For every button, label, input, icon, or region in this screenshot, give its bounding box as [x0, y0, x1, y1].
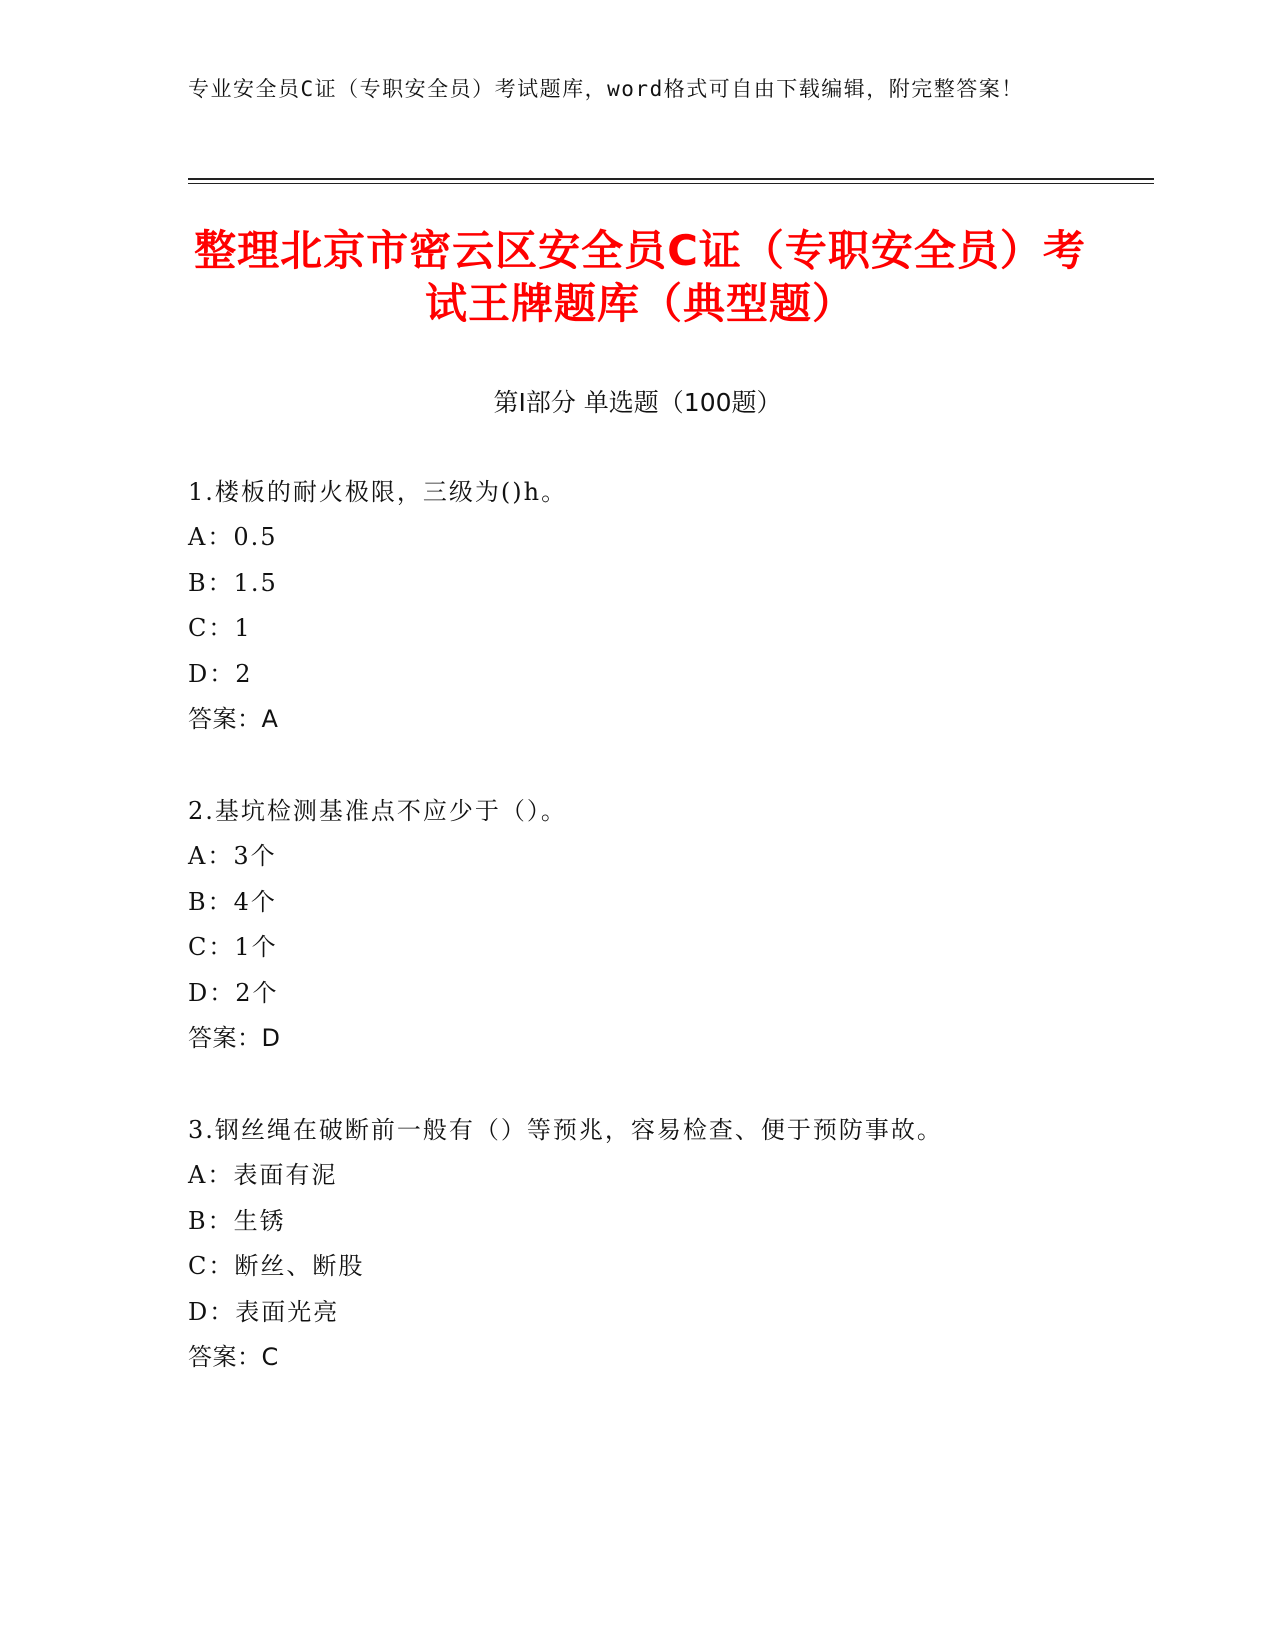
- question-3: [188, 1108, 1088, 1380]
- question-stem: 2.基坑检测基准点不应少于（）。: [188, 797, 567, 825]
- answer: 答案：A: [188, 704, 279, 733]
- question-2: [188, 789, 1088, 1061]
- header-rule-thick: [188, 178, 1154, 180]
- option-a: A：3个: [188, 842, 277, 871]
- option-c: C：1: [188, 614, 252, 643]
- option-d: D：表面光亮: [188, 1297, 340, 1326]
- option-b: B：生锈: [188, 1206, 286, 1235]
- option-c: C：断丝、断股: [188, 1252, 365, 1281]
- question-1: [188, 470, 1088, 742]
- option-a: A：0.5: [188, 523, 278, 552]
- option-d: D：2: [188, 659, 253, 688]
- header-rule-thin: [188, 183, 1154, 184]
- option-b: B：4个: [188, 887, 277, 916]
- option-b: B：1.5: [188, 568, 278, 597]
- answer: 答案：D: [188, 1023, 281, 1052]
- question-stem: 3.钢丝绳在破断前一般有（）等预兆，容易检查、便于预防事故。: [188, 1116, 943, 1144]
- question-stem: 1.楼板的耐火极限，三级为()h。: [188, 478, 568, 506]
- header-note: 专业安全员C证（专职安全员）考试题库，word格式可自由下载编辑，附完整答案！: [188, 77, 1024, 101]
- document-title: 整理北京市密云区安全员C证（专职安全员）考试王牌题库（典型题）: [194, 226, 1086, 328]
- option-d: D：2个: [188, 978, 279, 1007]
- option-c: C：1个: [188, 933, 278, 962]
- option-a: A：表面有泥: [188, 1161, 338, 1190]
- answer: 答案：C: [188, 1342, 279, 1371]
- section-title: 第Ⅰ部分 单选题（100题）: [493, 388, 782, 417]
